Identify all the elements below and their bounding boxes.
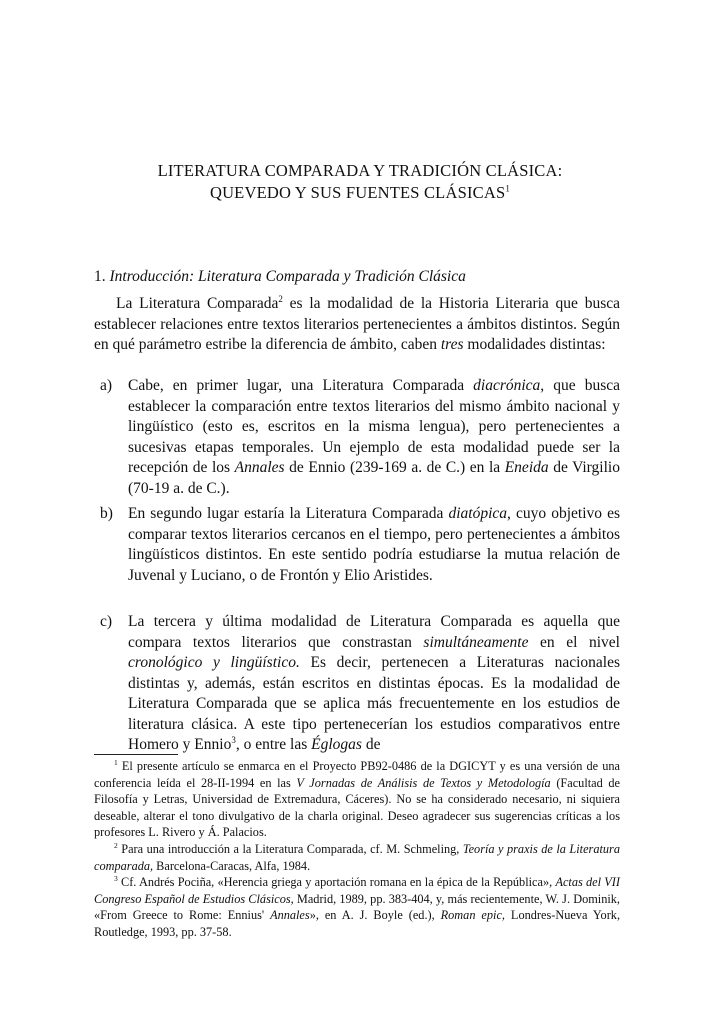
list-item-c: [94, 612, 620, 756]
footnotes: [94, 758, 620, 941]
section-number: 1.: [94, 268, 106, 285]
footnote-2: $^2$ Para una introducción a la Literatura Comparada, cf. M. Schmeling, Teoría y praxis de la Literatura comparada, Barcelona-Caracas, Alfa, 1984.: [94, 840, 620, 873]
footnote-1: $^1$ El presente artículo se enmarca en el Proyecto PB92-0486 de la DGICYT y es una versión de una conferencia leída el 28-II-1994 en las V Jornadas de Análisis de Textos y Metodología (Facultad de Filosofía y Letras, Universidad de Extremadura, Cáceres). No se ha considerado necesario, ni siquiera deseable, alterar el tono divulgativo de la charla original. Deseo agradecer sus sugerencias críticas a los profesores L. Rivero y Á. Palacios.: [94, 757, 620, 840]
list-text: Cabe, en primer lugar, una Literatura Comparada diacrónica, que busca establecer la comparación entre textos literarios del mismo ámbito nacional y lingüístico (esto es, escritos en la misma lengua), pero pertenecientes a sucesivas etapas temporales. Un ejemplo de esta modalidad puede ser la recepción de los Annales de Ennio (239-169 a. de C.) en la Eneida de Virgilio (70-19 a. de C.).: [128, 377, 620, 497]
footnote-ref-3[interactable]: 3: [231, 734, 236, 745]
list-item-a: [94, 376, 620, 499]
footnote-3: $^3$ Cf. Andrés Pociña, «Herencia griega y aportación romana en la épica de la República», Actas del VII Congreso Español de Estudios Clásicos, Madrid, 1989, pp. 383-404, y, más recientemente, W. J. Dominik, «From Greece to Rome: Ennius' Annales», en A. J. Boyle (ed.), Roman epic, Londres-Nueva York, Routledge, 1993, pp. 37-58.: [94, 874, 621, 939]
article-title: [100, 160, 620, 204]
list-label: b): [100, 505, 113, 522]
footnote-ref-2[interactable]: 2: [278, 293, 283, 304]
section-heading: [94, 268, 466, 286]
title-line-1: LITERATURA COMPARADA Y TRADICIÓN CLÁSICA:: [157, 161, 563, 180]
list-item-b: [94, 504, 620, 586]
list-text: La tercera y última modalidad de Literatura Comparada es aquella que compara textos literarios que constrastan simultáneamente en el nivel cronológico y lingüístico. Es decir, pertenecen a Literaturas nacionales distintas y, además, están escritos en distintas épocas. Es la modalidad de Literatura Comparada que se aplica más frecuentemente en los estudios de literatura clásica. A este tipo pertenecerían los estudios comparativos entre Homero y Ennio$^3$, o entre las Églogas de: [128, 613, 620, 753]
list-text: En segundo lugar estaría la Literatura Comparada diatópica, cuyo objetivo es comparar textos literarios cercanos en el tiempo, pero pertenecientes a ámbitos lingüísticos distintos. En este sentido podría estudiarse la mutua relación de Juvenal y Luciano, o de Frontón y Elio Aristides.: [128, 505, 621, 584]
footnote-ref-1[interactable]: 1: [505, 183, 511, 194]
intro-paragraph: La Literatura Comparada$^2$ es la modalidad de la Historia Literaria que busca establecer relaciones entre textos literarios pertenecientes a ámbitos distintos. Según en qué parámetro estribe la diferencia de ámbito, caben tres modalidades distintas:: [94, 293, 620, 353]
list-label: a): [100, 377, 113, 394]
list-label: c): [100, 613, 113, 630]
section-title: Introducción: Literatura Comparada y Tradición Clásica: [109, 268, 466, 285]
footnote-separator: [94, 754, 178, 755]
title-line-2: QUEVEDO Y SUS FUENTES CLÁSICAS$^1$: [209, 183, 511, 202]
